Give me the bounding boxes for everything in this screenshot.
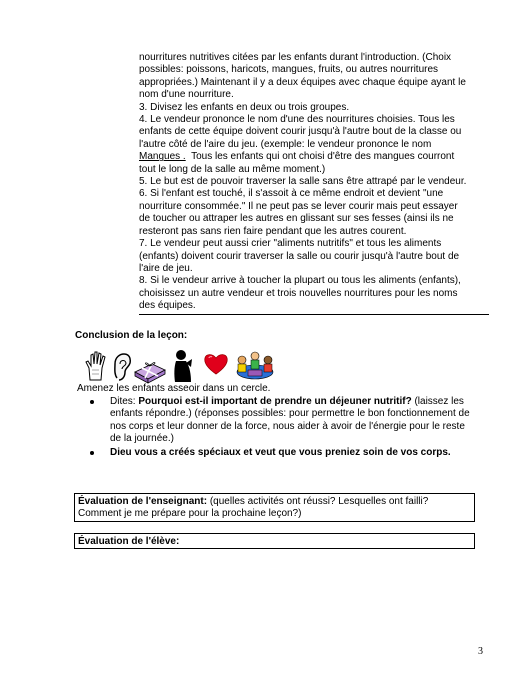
step-4: enfants de cette équipe doivent courir jusqu'à l'autre bout de la classe ou [139,126,462,138]
senses-icons [84,348,284,384]
step-4: tout le long de la salle au même moment.) [139,163,326,175]
step-4: 4. Le vendeur prononce le nom d'une des nourritures choisies. Tous les [139,114,455,126]
bullet-text: enfants répondre.) (réponses possibles: pour permettre le bon fonctionnement de [110,408,470,420]
circle-instruction: Amenez les enfants asseoir dans un cercle. [77,383,271,394]
step-7: (enfants) doivent courir traverser la salle ou courir jusqu'à l'autre bout de [139,250,460,262]
step-8: choisissez un autre vendeur et trois nouvelles nourritures pour les noms [139,287,458,299]
step-6: nourriture consommée." Il ne peut pas se lever courir mais peut essayer [139,200,458,212]
teacher-evaluation-text: (quelles activités ont réussi? Lesquelles ont failli? [207,496,429,507]
step-4: l'autre côté de l'aire du jeu. (exemple: le vendeur prononce le nom [139,138,432,150]
step-6: de toucher ou attraper les autres en glissant sur ses fesses (ainsi ils ne [139,213,454,225]
heart-icon [203,352,229,376]
intro-line: appropriées.) Maintenant il y a deux équipes avec chaque équipe ayant le [139,76,466,88]
intro-line: nourritures nutritives citées par les enfants durant l'introduction. (Choix [139,52,452,63]
student-evaluation-label: Évaluation de l'élève: [78,536,180,547]
page-number: 3 [478,646,483,657]
list-item [86,447,486,459]
step-4-text: Tous les enfants qui ont choisi d'être des mangues courront [185,151,455,163]
question-text: Pourquoi est-il important de prendre un déjeuner nutritif? [138,396,412,407]
dites-label: Dites: [110,396,139,407]
bullet-text: nos corps et leur donner de la force, nous aider à avoir de l'énergie pour le reste [110,420,465,432]
praying-person-icon [172,349,194,383]
teacher-evaluation-text: Comment je me prépare pour la prochaine leçon?) [78,508,302,520]
ear-icon [112,352,132,382]
mangues-word: Mangues . [139,151,186,163]
teacher-evaluation-label: Évaluation de l'enseignant: [78,496,208,507]
gift-icon [132,358,168,384]
conclusion-bullets [86,396,486,459]
list-item [86,396,486,446]
children-circle-icon [234,350,276,382]
key-message: Dieu vous a créés spéciaux et veut que vous preniez soin de vos corps. [110,446,451,458]
intro-line: nom d'une nourriture. [139,89,234,101]
bullet-text: de la journée.) [110,433,174,445]
step-4 [139,151,489,163]
hand-icon [84,350,110,382]
student-evaluation-box [74,533,475,549]
step-8: 8. Si le vendeur arrive à toucher la plupart ou tous les aliments (enfants), [139,275,461,287]
conclusion-title: Conclusion de la leçon: [75,330,188,341]
bullet-text: (laissez les [411,396,464,407]
step-3: 3. Divisez les enfants en deux ou trois groupes. [139,101,350,113]
teacher-evaluation-box [74,493,475,522]
section-divider [139,314,489,315]
intro-line: possibles: poissons, haricots, mangues, fruits, ou autres nourritures [139,64,439,76]
step-7: l'aire de jeu. [139,262,193,274]
step-5: 5. Le but est de pouvoir traverser la salle sans être attrapé par le vendeur. [139,176,467,188]
step-8: des équipes. [139,300,196,312]
step-7: 7. Le vendeur peut aussi crier "aliments nutritifs" et tous les aliments [139,238,442,250]
step-6: resteront pas sans rien faire pendant que les autres courent. [139,225,407,237]
step-6: 6. Si l'enfant est touché, il s'assoit à ce même endroit et devient "une [139,188,444,200]
activity-steps [139,52,489,315]
